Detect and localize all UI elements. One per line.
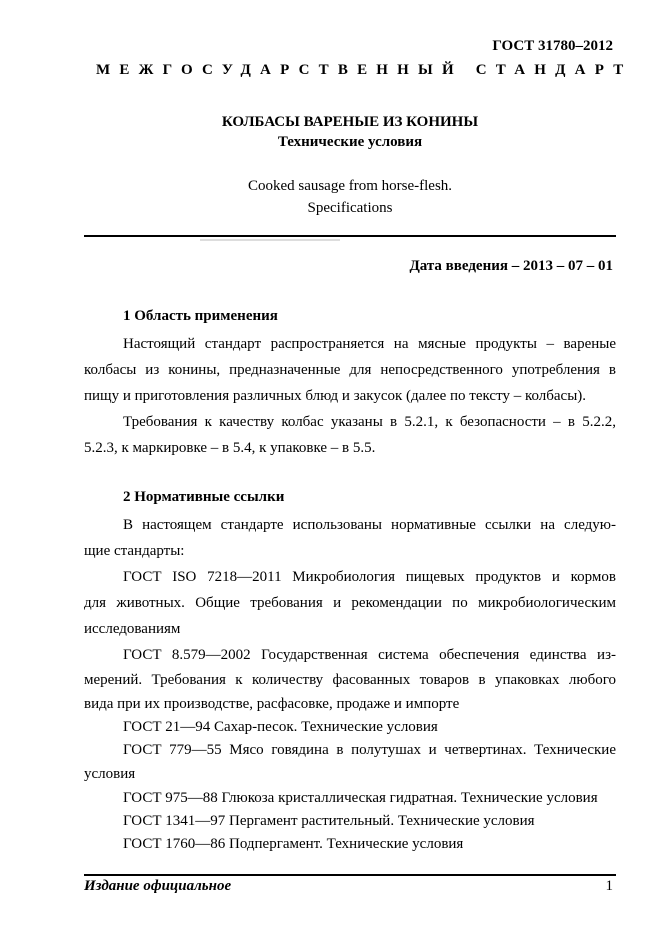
introduction-date: Дата введения – 2013 – 07 – 01: [409, 258, 613, 274]
reference-line: исследованиям: [84, 621, 181, 637]
page-number: 1: [605, 878, 613, 894]
paragraph-line: В настоящем стандарте использованы нормативные ссылки на следую-: [123, 517, 616, 533]
english-title: Cooked sausage from horse-flesh.: [247, 178, 453, 194]
english-subtitle: Specifications: [307, 200, 393, 216]
reference-line: для животных. Общие требования и рекомендации по микробиологическим: [84, 595, 616, 611]
title-divider: [84, 235, 616, 237]
footer-divider: [84, 874, 616, 876]
reference-line: ГОСТ 8.579—2002 Государственная система обеспечения единства из-: [123, 647, 616, 663]
reference-line: вида при их производстве, расфасовке, продаже и импорте: [84, 696, 460, 712]
document-title: КОЛБАСЫ ВАРЕНЫЕ ИЗ КОНИНЫ: [221, 114, 479, 130]
interstate-standard-label: МЕЖГОСУДАРСТВЕННЫЙ СТАНДАРТ: [96, 62, 633, 78]
section-1-heading: 1 Область применения: [123, 308, 278, 324]
paragraph-line: колбасы из конины, предназначенные для непосредственного употребления в: [84, 362, 616, 378]
paragraph-line: Настоящий стандарт распространяется на мясные продукты – вареные: [123, 336, 616, 352]
reference-line: ГОСТ 1760—86 Подпергамент. Технические условия: [123, 836, 464, 852]
reference-line: ГОСТ 21—94 Сахар-песок. Технические условия: [123, 719, 438, 735]
reference-line: условия: [84, 766, 136, 782]
standard-code: ГОСТ 31780–2012: [492, 38, 613, 54]
section-2-heading: 2 Нормативные ссылки: [123, 489, 285, 505]
paragraph-line: щие стандарты:: [84, 543, 185, 559]
scan-smudge: [200, 239, 340, 241]
reference-line: мерений. Требования к количеству фасованных товаров в упаковках любого: [84, 672, 616, 688]
reference-line: ГОСТ 1341—97 Пергамент растительный. Технические условия: [123, 813, 535, 829]
document-subtitle: Технические условия: [277, 134, 423, 150]
reference-line: ГОСТ 975—88 Глюкоза кристаллическая гидратная. Технические условия: [123, 790, 598, 806]
official-edition-label: Издание официальное: [84, 878, 232, 894]
paragraph-line: Требования к качеству колбас указаны в 5.2.1, к безопасности – в 5.2.2,: [123, 414, 616, 430]
reference-line: ГОСТ 779—55 Мясо говядина в полутушах и четвертинах. Технические: [123, 742, 616, 758]
paragraph-line: 5.2.3, к маркировке – в 5.4, к упаковке – в 5.5.: [84, 440, 376, 456]
reference-line: ГОСТ ISO 7218—2011 Микробиология пищевых продуктов и кормов: [123, 569, 616, 585]
paragraph-line: пищу и приготовления различных блюд и закусок (далее по тексту – колбасы).: [84, 388, 587, 404]
